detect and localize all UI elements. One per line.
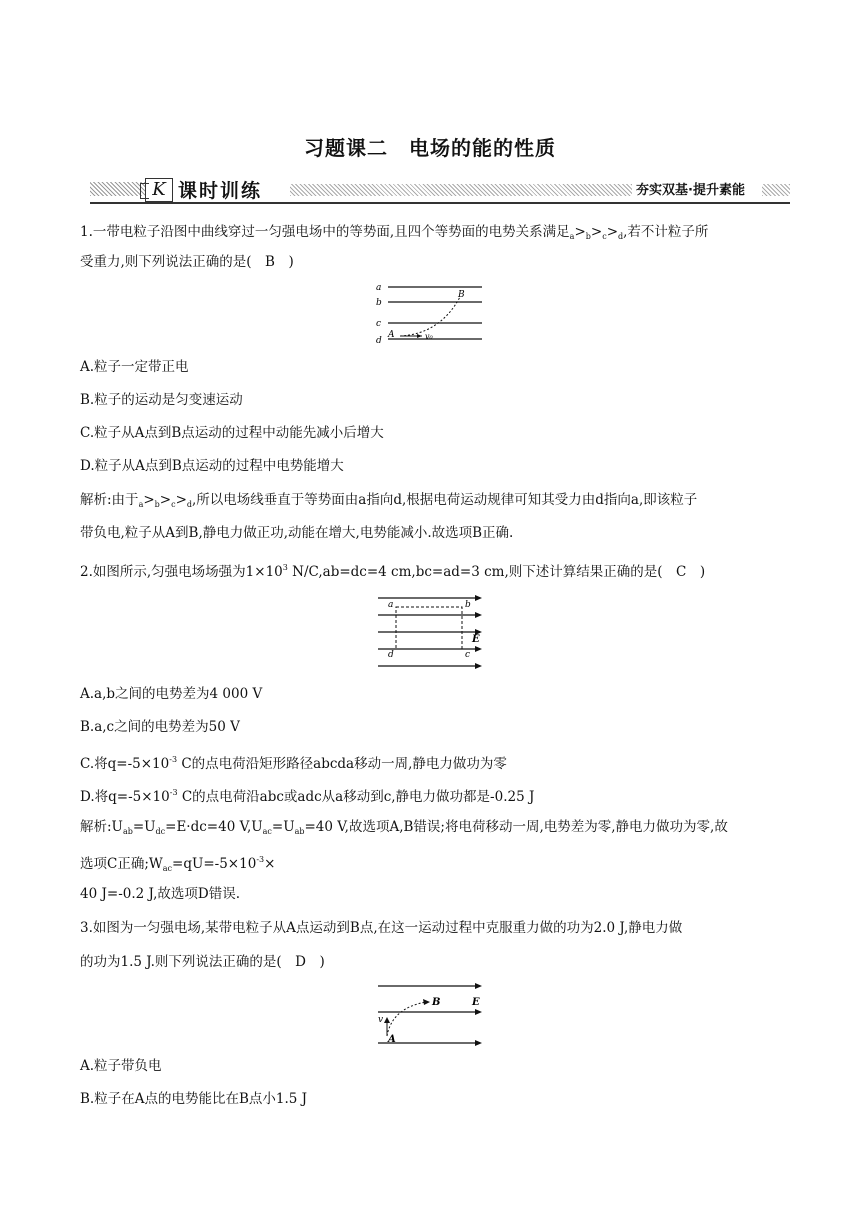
label-d: d [376, 336, 382, 346]
q2-stem-text: 2.如图所示,匀强电场场强为1×10 [80, 564, 283, 580]
q1-phi-d: d [618, 232, 624, 241]
q2-exp-sub: ac [162, 864, 173, 873]
q2-exp-text: =qU=-5×10 [172, 856, 257, 872]
q1-exp-phi-d: d [186, 500, 193, 509]
banner-title: 课时训练 [178, 180, 263, 202]
arrow-head-icon [475, 595, 482, 601]
label-E: E [472, 634, 480, 645]
q2-option-c-exponent: -3 [169, 755, 178, 764]
label-c: c [376, 319, 382, 329]
q2-exp-text: =E·dc=40 V,U [165, 819, 263, 835]
k-logo-icon: K [145, 178, 173, 202]
q1-stem-line1 [80, 221, 780, 248]
q2-exp-text: =U [132, 819, 156, 835]
q1-stem-tail: ,若不计粒子所 [623, 224, 709, 240]
trajectory-curve [400, 297, 460, 336]
q2-option-b: B.a,c之间的电势差为50 V [80, 719, 240, 735]
q2-exp-sub: ac [262, 827, 272, 836]
label-B: B [432, 997, 441, 1008]
label-a: a [388, 600, 394, 610]
q1-exp-phi-a: a [138, 500, 144, 509]
q1-figure [370, 279, 490, 351]
label-b: b [376, 298, 382, 308]
q1-option-a: A.粒子一定带正电 [80, 359, 189, 375]
q1-exp-gt: > [143, 492, 155, 508]
q2-option-c-text: C.将q=-5×10 [80, 756, 170, 772]
section-banner [90, 178, 790, 206]
dashed-rectangle [396, 607, 462, 649]
label-A: A [388, 330, 395, 340]
q2-exp-text: 解析:U [80, 819, 123, 835]
arrow-head-icon [475, 646, 482, 652]
label-d: d [388, 650, 394, 660]
q1-exp-phi-c: c [171, 500, 176, 509]
q2-explanation-line2 [80, 849, 780, 880]
q1-option-d: D.粒子从A点到B点运动的过程中电势能增大 [80, 458, 344, 474]
q3-stem-line2: 的功为1.5 J.则下列说法正确的是( D ) [80, 954, 325, 970]
q3-option-b: B.粒子在A点的电势能比在B点小1.5 J [80, 1091, 308, 1107]
q1-option-c: C.粒子从A点到B点运动的过程中动能先减小后增大 [80, 425, 384, 441]
arrow-head-icon [423, 999, 430, 1005]
arrow-head-icon [384, 1017, 390, 1023]
q1-stem-line2: 受重力,则下列说法正确的是( B ) [80, 254, 294, 270]
q1-phi-b: b [585, 232, 591, 241]
q1-stem-text: 1.一带电粒子沿图中曲线穿过一匀强电场中的等势面,且四个等势面的电势关系满足 [80, 224, 570, 240]
q2-exp-sub: ab [122, 827, 133, 836]
q2-option-d [80, 782, 780, 808]
q1-phi-c: c [602, 232, 607, 241]
label-A: A [388, 1034, 396, 1045]
q1-exp-phi-b: b [154, 500, 160, 509]
q2-stem [80, 557, 780, 583]
q1-option-b: B.粒子的运动是匀变速运动 [80, 392, 243, 408]
arrow-head-icon [475, 1040, 482, 1046]
q2-exp-text: 选项C正确;W [80, 856, 163, 872]
q3-stem-line1: 3.如图为一匀强电场,某带电粒子从A点运动到B点,在这一运动过程中克服重力做的功为2.0 J,静电力做 [80, 920, 683, 936]
q2-stem-tail: N/C,ab=dc=4 cm,bc=ad=3 cm,则下述计算结果正确的是( C ) [287, 564, 706, 580]
label-E: E [472, 997, 480, 1008]
arrow-head-icon [417, 334, 422, 338]
label-c: c [465, 650, 471, 660]
arrow-head-icon [475, 1009, 482, 1015]
q2-option-c-tail: C的点电荷沿矩形路径abcda移动一周,静电力做功为零 [177, 756, 507, 772]
arrow-head-icon [475, 983, 482, 989]
q1-explanation-line1 [80, 489, 780, 516]
q3-option-a: A.粒子带负电 [80, 1058, 162, 1074]
q2-explanation-line1 [80, 816, 780, 843]
q1-explanation-line2: 带负电,粒子从A到B,静电力做正功,动能在增大,电势能减小.故选项B正确. [80, 525, 514, 541]
q1-exp-gt: > [175, 492, 187, 508]
q3-figure [374, 980, 486, 1050]
banner-slogan: 夯实双基·提升素能 [632, 179, 749, 198]
q1-exp-text: 解析:由于 [80, 492, 139, 508]
q2-figure [374, 590, 486, 670]
label-v: v [378, 1015, 384, 1025]
q1-exp-tail: ,所以电场线垂直于等势面由a指向d,根据电荷运动规律可知其受力由d指向a,即该粒子 [192, 492, 698, 508]
label-a: a [376, 283, 382, 293]
banner-rule [90, 202, 790, 204]
q2-option-d-exponent: -3 [169, 788, 178, 797]
q2-option-a: A.a,b之间的电势差为4 000 V [80, 686, 263, 702]
q2-exp-exponent: -3 [256, 855, 265, 864]
arrow-head-icon [475, 663, 482, 669]
page-title: 习题课二 电场的能的性质 [304, 136, 556, 160]
label-B: B [458, 290, 465, 300]
banner-stripe-right [762, 184, 790, 196]
q2-exp-text: =U [271, 819, 295, 835]
q2-option-c [80, 749, 780, 775]
q2-option-d-text: D.将q=-5×10 [80, 789, 170, 805]
q2-exp-sub: ab [294, 827, 305, 836]
q1-gt: > [606, 224, 618, 240]
trajectory-curve [387, 1002, 426, 1036]
label-b: b [465, 600, 471, 610]
q1-gt: > [590, 224, 603, 240]
q2-explanation-line3: 40 J=-0.2 J,故选项D错误. [80, 886, 241, 902]
q2-exp-sub: dc [155, 827, 166, 836]
q2-exp-text: =40 V,故选项A,B错误;将电荷移动一周,电势差为零,静电力做功为零,故 [304, 819, 728, 835]
q1-exp-gt: > [159, 492, 172, 508]
q2-stem-exponent: 3 [282, 563, 288, 572]
q2-option-d-tail: C的点电荷沿abc或adc从a移动到c,静电力做功都是-0.25 J [177, 789, 535, 805]
label-v0: v₀ [425, 332, 433, 341]
arrow-head-icon [475, 612, 482, 618]
q2-exp-text: × [264, 856, 276, 872]
q1-gt: > [574, 224, 586, 240]
q1-phi-a: a [569, 232, 575, 241]
